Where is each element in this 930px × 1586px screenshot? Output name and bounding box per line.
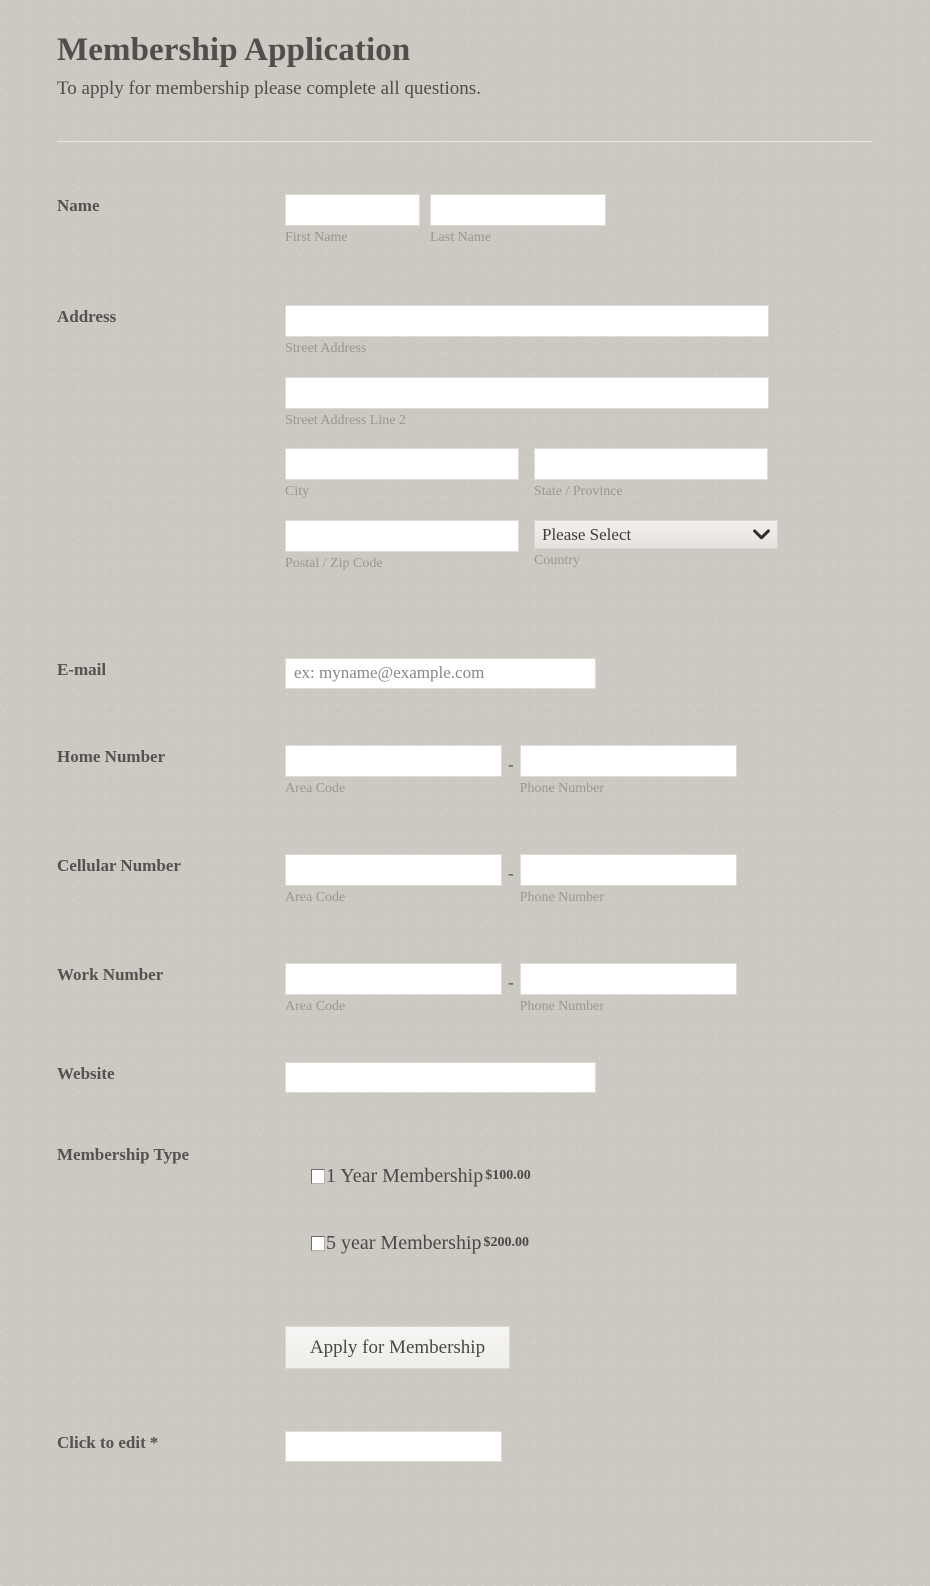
street-address-input[interactable] [285, 305, 769, 337]
cellular-phone-number-sublabel: Phone Number [519, 889, 605, 905]
last-name-input[interactable] [430, 194, 606, 226]
membership-type-fields [285, 1143, 873, 1254]
postal-zip-code-input[interactable] [285, 520, 519, 552]
city-group [285, 448, 519, 501]
street-address-2-sublabel: Street Address Line 2 [285, 412, 406, 428]
state-province-input[interactable] [534, 448, 768, 480]
membership-option-5-year[interactable] [285, 1232, 873, 1254]
first-name-input[interactable] [285, 194, 420, 226]
name-fields [285, 194, 873, 247]
field-row-work-number [57, 963, 873, 1016]
address-fields [285, 305, 873, 592]
postal-zip-code-sublabel: Postal / Zip Code [285, 556, 383, 572]
work-phone-number-group [520, 963, 737, 1016]
cellular-phone-number-input[interactable] [520, 854, 737, 886]
membership-option-1-year-checkbox[interactable] [311, 1169, 325, 1184]
click-to-edit-fields [285, 1431, 873, 1462]
membership-option-5-year-label: 5 year Membership [326, 1232, 482, 1255]
field-row-address [57, 305, 873, 592]
apply-for-membership-button[interactable]: Apply for Membership [285, 1326, 510, 1369]
country-select[interactable] [534, 520, 778, 549]
click-to-edit-input[interactable] [285, 1431, 502, 1462]
membership-option-5-year-checkbox[interactable] [311, 1236, 325, 1251]
postal-code-group [285, 520, 519, 573]
header-divider [57, 141, 873, 142]
home-area-code-group [285, 745, 502, 798]
city-sublabel: City [285, 484, 310, 500]
work-phone-number-sublabel: Phone Number [519, 998, 605, 1014]
work-area-code-group [285, 963, 502, 1016]
label-membership-type: Membership Type [57, 1145, 190, 1165]
label-address: Address [57, 306, 117, 326]
cellular-phone-number-group [520, 854, 737, 907]
last-name-group [430, 194, 606, 247]
cellular-area-code-group [285, 854, 502, 907]
form-body [0, 194, 930, 1462]
home-area-code-sublabel: Area Code [285, 780, 346, 796]
field-row-name [57, 194, 873, 247]
work-phone-number-input[interactable] [520, 963, 737, 995]
label-cellular-number: Cellular Number [57, 855, 181, 875]
label-home-number: Home Number [57, 746, 166, 766]
field-row-cellular-number [57, 854, 873, 907]
work-number-separator: - [508, 972, 514, 992]
postal-country-pair [285, 520, 873, 573]
country-sublabel: Country [534, 553, 580, 569]
home-area-code-input[interactable] [285, 745, 502, 777]
work-area-code-sublabel: Area Code [285, 998, 346, 1014]
label-name: Name [57, 195, 100, 215]
field-row-home-number [57, 745, 873, 798]
street-address-2-group [285, 377, 873, 430]
website-input[interactable] [285, 1062, 596, 1093]
city-state-pair [285, 448, 873, 501]
cellular-number-separator: - [508, 863, 514, 883]
state-province-sublabel: State / Province [534, 484, 623, 500]
first-name-group [285, 194, 420, 247]
home-number-separator: - [508, 754, 514, 774]
home-phone-number-group [520, 745, 737, 798]
page-subtitle: To apply for membership please complete all questions. [57, 78, 481, 100]
submit-row [57, 1326, 873, 1369]
email-input[interactable] [285, 658, 596, 689]
cellular-area-code-input[interactable] [285, 854, 502, 886]
field-row-email [57, 658, 873, 689]
label-website: Website [57, 1064, 115, 1084]
work-number-fields [285, 963, 873, 1016]
membership-option-1-year-price: $100.00 [485, 1168, 531, 1184]
home-number-fields [285, 745, 873, 798]
last-name-sublabel: Last Name [430, 229, 492, 245]
home-phone-number-input[interactable] [520, 745, 737, 777]
form-header [0, 0, 930, 102]
label-work-number: Work Number [57, 964, 164, 984]
label-click-to-edit [57, 1431, 285, 1453]
field-row-website [57, 1062, 873, 1093]
required-marker: * [149, 1433, 159, 1453]
field-row-click-to-edit [57, 1431, 873, 1462]
email-fields [285, 658, 873, 689]
membership-option-5-year-price: $200.00 [483, 1235, 530, 1251]
home-phone-number-sublabel: Phone Number [519, 780, 605, 796]
field-row-membership-type [57, 1143, 873, 1254]
country-group [534, 520, 778, 573]
cellular-number-fields [285, 854, 873, 907]
street-address-group [285, 305, 873, 358]
state-group [534, 448, 768, 501]
page-title: Membership Application [57, 32, 411, 68]
work-area-code-input[interactable] [285, 963, 502, 995]
first-name-sublabel: First Name [285, 229, 348, 245]
label-email: E-mail [57, 659, 107, 679]
street-address-sublabel: Street Address [285, 340, 367, 356]
website-fields [285, 1062, 873, 1093]
click-to-edit-label-text: Click to edit [57, 1433, 146, 1453]
membership-option-1-year-label: 1 Year Membership [326, 1165, 484, 1188]
cellular-area-code-sublabel: Area Code [285, 889, 346, 905]
membership-option-1-year[interactable] [285, 1165, 873, 1187]
street-address-2-input[interactable] [285, 377, 769, 409]
city-input[interactable] [285, 448, 519, 480]
